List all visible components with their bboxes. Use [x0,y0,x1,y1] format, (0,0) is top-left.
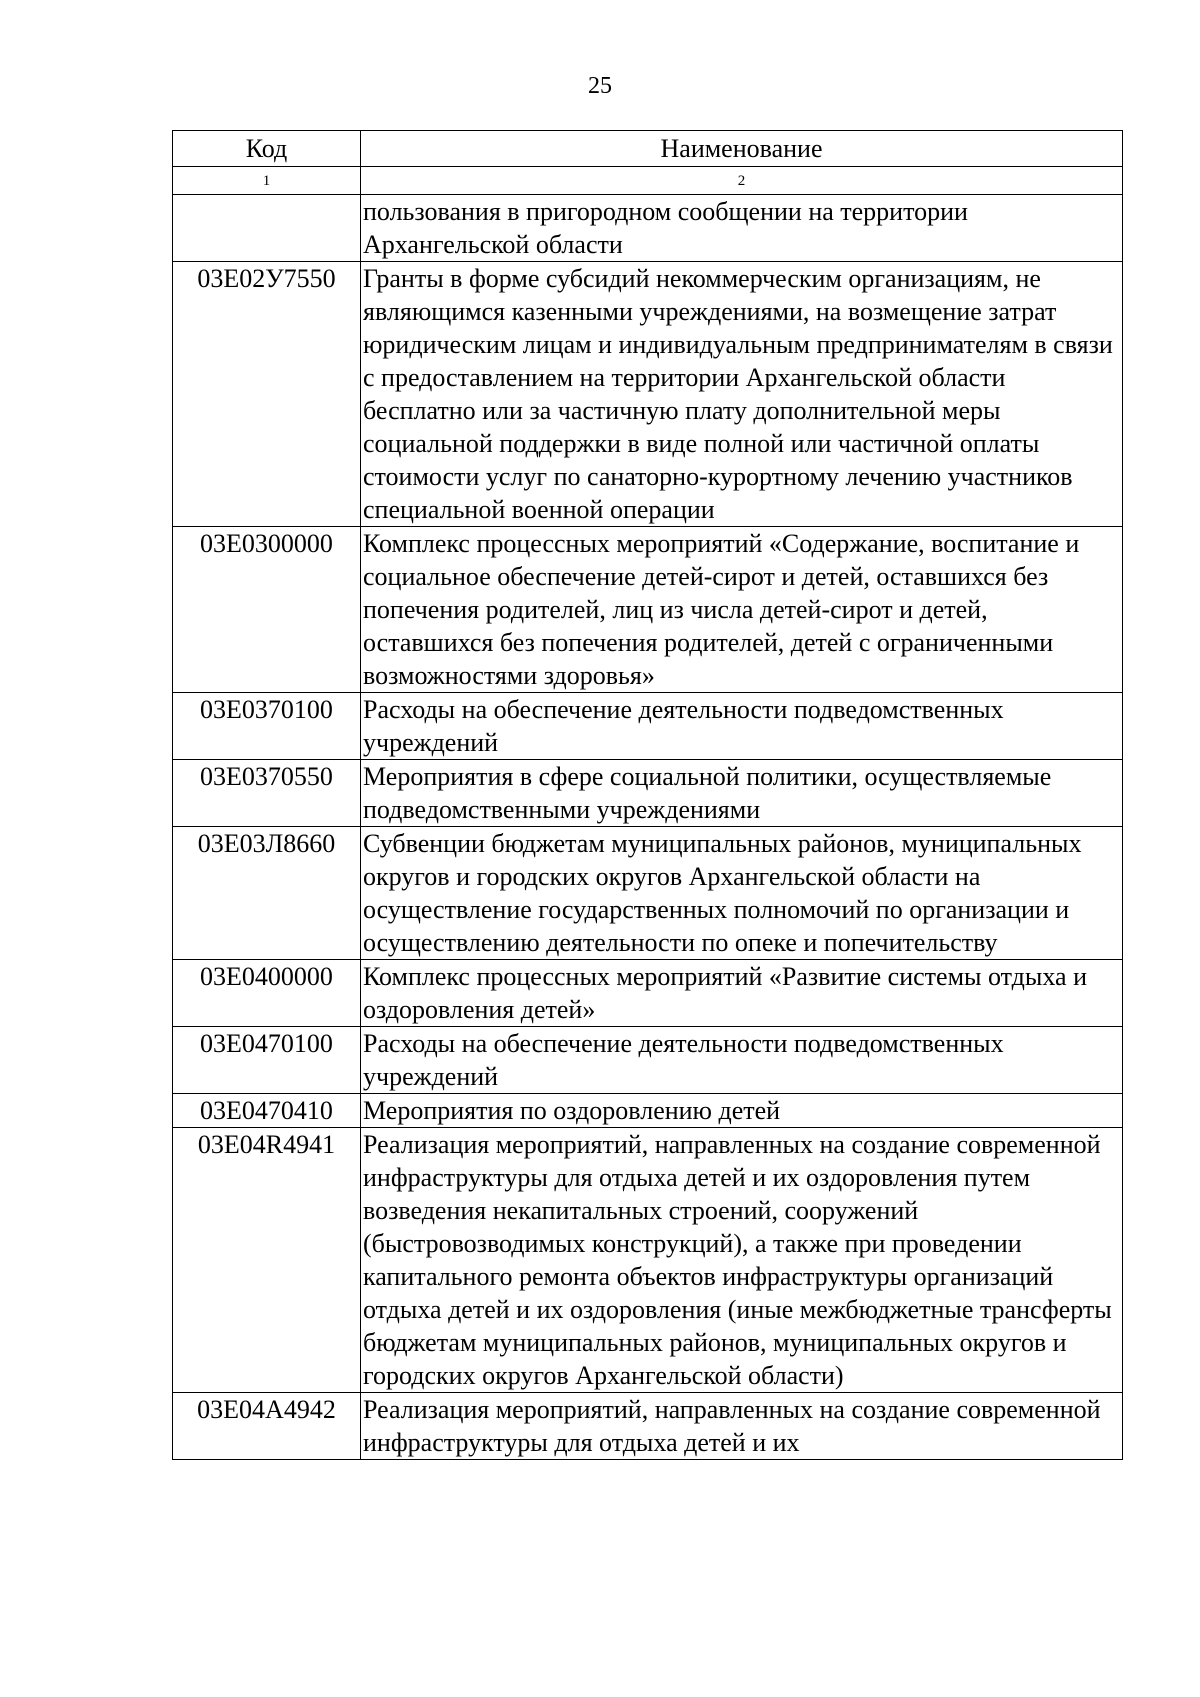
row-code: 03Е0470100 [173,1027,361,1094]
column-number-1: 1 [173,167,361,195]
row-name: Расходы на обеспечение деятельности подведомственных учреждений [361,1027,1123,1094]
row-name: Реализация мероприятий, направленных на создание современной инфраструктуры для отдыха детей и их [361,1393,1123,1460]
row-code: 03Е04А4942 [173,1393,361,1460]
row-name: Расходы на обеспечение деятельности подведомственных учреждений [361,693,1123,760]
table-row [173,262,1123,527]
table-row [173,1027,1123,1094]
table-row [173,693,1123,760]
table-row [173,527,1123,693]
classification-table [172,130,1123,1460]
row-name: Гранты в форме субсидий некоммерческим организациям, не являющимся казенными учреждениями, на возмещение затрат юридическим лицам и индивидуальным предпринимателям в связи с предоставлением на территории Архангельской области бесплатно или за частичную плату дополнительной меры социальной поддержки в виде полной или частичной оплаты стоимости услуг по санаторно-курортному лечению участников специальной военной операции [361,262,1123,527]
row-name: Мероприятия по оздоровлению детей [361,1094,1123,1128]
row-name: Комплекс процессных мероприятий «Развитие системы отдыха и оздоровления детей» [361,960,1123,1027]
row-name: Мероприятия в сфере социальной политики, осуществляемые подведомственными учреждениями [361,760,1123,827]
row-code: 03Е0470410 [173,1094,361,1128]
table-row [173,960,1123,1027]
header-name: Наименование [361,131,1123,167]
header-code: Код [173,131,361,167]
row-name: Комплекс процессных мероприятий «Содержание, воспитание и социальное обеспечение детей-сирот и детей, оставшихся без попечения родителей, лиц из числа детей-сирот и детей, оставшихся без попечения родителей, детей с ограниченными возможностями здоровья» [361,527,1123,693]
row-code: 03Е0370550 [173,760,361,827]
table-header-row [173,131,1123,167]
table-row [173,1393,1123,1460]
row-code: 03Е0300000 [173,527,361,693]
row-name: Реализация мероприятий, направленных на создание современной инфраструктуры для отдыха детей и их оздоровления путем возведения некапитальных строений, сооружений (быстровозводимых конструкций), а также при проведении капитального ремонта объектов инфраструктуры организаций отдыха детей и их оздоровления (иные межбюджетные трансферты бюджетам муниципальных районов, муниципальных округов и городских округов Архангельской области) [361,1128,1123,1393]
column-number-row [173,167,1123,195]
table-row [173,195,1123,262]
row-code: 03Е04R4941 [173,1128,361,1393]
table-row [173,1094,1123,1128]
row-name: Субвенции бюджетам муниципальных районов, муниципальных округов и городских округов Архангельской области на осуществление государственных полномочий по организации и осуществлению деятельности по опеке и попечительству [361,827,1123,960]
row-code [173,195,361,262]
row-name: пользования в пригородном сообщении на территории Архангельской области [361,195,1123,262]
row-code: 03Е0370100 [173,693,361,760]
row-code: 03Е02У7550 [173,262,361,527]
row-code: 03Е0400000 [173,960,361,1027]
table-row [173,827,1123,960]
row-code: 03Е03Л8660 [173,827,361,960]
table-row [173,1128,1123,1393]
table-row [173,760,1123,827]
page-number: 25 [588,73,612,99]
column-number-2: 2 [361,167,1123,195]
